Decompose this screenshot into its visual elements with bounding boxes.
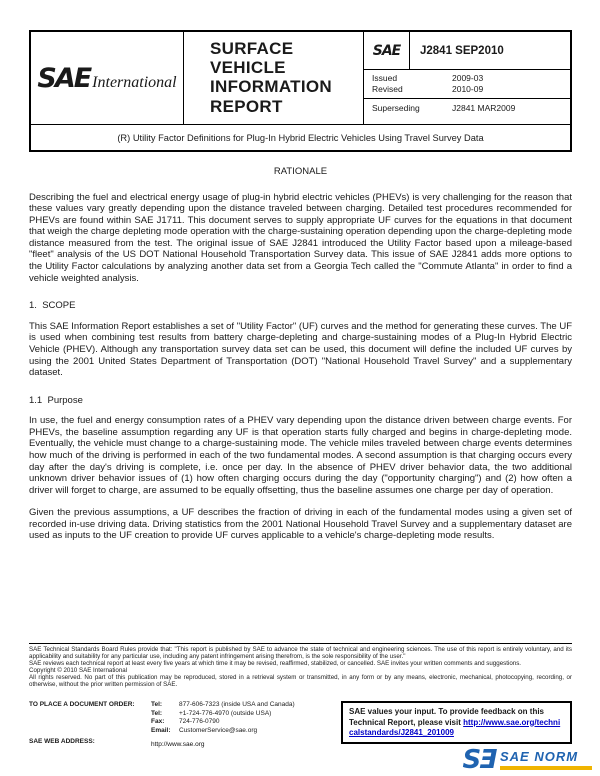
feedback-box — [341, 701, 572, 744]
feedback-text: SAE values your input. To provide feedback on this Technical Report, please visit — [349, 707, 544, 727]
superseding-value: J2841 MAR2009 — [452, 103, 516, 113]
web-address-row — [151, 741, 341, 748]
contact-row — [151, 710, 341, 717]
fax-value: 724-776-0790 — [179, 718, 220, 725]
issued-row — [372, 73, 570, 84]
stamp-accent-bar — [500, 766, 592, 770]
purpose-heading: 1.1 Purpose — [29, 394, 83, 406]
issued-date: 2009-03 — [452, 73, 484, 83]
tel-label: Tel: — [151, 701, 163, 708]
sae-norm-logo-icon: SƎ — [462, 745, 495, 775]
revised-label: Revised — [372, 84, 403, 95]
scope-paragraph: This SAE Information Report establishes a set of "Utility Factor" (UF) curves and the method for generating these curves. The UF is used when combining test results from battery charge-depleting and charge-sustaining modes of a Plug-In Hybrid Electric Vehicle (PHEV). Although any transportation survey data set can be used, this document will define the included UF curves by using the 2001 United States Department of Transportation (DOT) "National Household Travel Survey" and a supplementary dataset. — [29, 320, 572, 379]
issued-revised-rows — [364, 70, 570, 99]
sae-norm-text: SAE NORM — [500, 749, 579, 765]
revised-date: 2010-09 — [452, 84, 484, 95]
rationale-heading: RATIONALE — [273, 166, 328, 177]
email-value: CustomerService@sae.org — [179, 726, 258, 734]
sae-international-logo — [31, 32, 183, 124]
contact-column — [151, 701, 341, 749]
superseding-row — [364, 99, 570, 124]
header — [29, 30, 572, 152]
document-title: (R) Utility Factor Definitions for Plug-In Hybrid Electric Vehicles Using Travel Survey Data — [31, 124, 570, 150]
email-label: Email: — [151, 726, 171, 734]
sae-logo-small: SAE — [364, 32, 410, 69]
purpose-paragraph-1: In use, the fuel and energy consumption rates of a PHEV vary depending upon the distance driven between charge events. For PHEVs, the baseline assumption regarding any UF is that operation starts fully charged and begins in charge-depleting mode. Eventually, the vehicle must change to a charge-sustaining mode. The vehicle miles traveled between charge events determines how much of the driving is performed in each of the two fundamental modes. A second assumption is that charging occurs every day after the day's driving is complete, i.e. once per day. In the absence of PHEV driver behavior data, the two additional unknown driver behavior issues of (1) how often charging occurs during the day ("opportunity charging") and (2) how often a driver will forget to charge, are assumed to be equally offsetting, thus the baseline assumes one charge per day of operation. — [29, 415, 572, 496]
document-number-row — [364, 32, 570, 70]
document-number: J2841 SEP2010 — [420, 44, 504, 57]
legal-line: Copyright © 2010 SAE International — [29, 666, 128, 674]
sae-web-url-link[interactable]: http://www.sae.org — [151, 740, 205, 748]
revised-row — [372, 84, 570, 95]
rationale-paragraph: Describing the fuel and electrical energy usage of plug-in hybrid electric vehicles (PHEVs) is very challenging for the reason that these values vary greatly depending upon the distance traveled between charging. Detailed test procedures recommended for PHEVs are found within SAE J1711. This document serves to supply appropriate UF curves for the equations in that document that weigh the charge depleting mode operation with the charge-sustaining operation depending upon the charge-depleting mode distance measured from the test. The original issue of SAE J2841 introduced the Utility Factor based upon a mileage-based "fleet" analysis of the US DOT National Household Transportation Survey data. This issue of SAE J2841 adds more options to the Utility Factor calculations by analyzing another data set from a Georgia Tech called the "Commute Atlanta" in order to find a vehicle weighted analysis. — [29, 191, 572, 284]
header-top-row — [31, 32, 570, 124]
legal-line: SAE Technical Standards Board Rules provide that: "This report is published by SAE to advance the state of technical and engineering sciences. The use of this report is entirely voluntary, and its applicability and suitability for any particular use, including any patent infringement arising therefrom, is the sole responsibility of the user." — [29, 646, 572, 660]
contact-row — [151, 718, 341, 725]
tel-label: Tel: — [151, 709, 163, 717]
scope-heading: 1. SCOPE — [29, 300, 76, 312]
footer-order — [29, 701, 572, 749]
sae-logo-international-text: International — [92, 73, 177, 91]
document-type-cell — [183, 32, 363, 124]
document-body — [29, 166, 572, 553]
tel-value: +1-724-776-4970 (outside USA) — [179, 709, 272, 717]
document-type-title: SURFACE VEHICLE INFORMATION REPORT — [210, 39, 332, 116]
tel-value: 877-606-7323 (inside USA and Canada) — [179, 701, 295, 708]
feedback-link[interactable]: http://www.sae.org/technicalstandards/J2841_201009 — [349, 717, 561, 738]
sae-logo-text: SAE — [37, 62, 91, 94]
document-meta-cell — [363, 32, 570, 124]
footer-legal — [29, 643, 572, 689]
contact-row — [151, 727, 341, 734]
fax-label: Fax: — [151, 718, 165, 725]
legal-line: SAE reviews each technical report at least every five years at which time it may be revised, reaffirmed, stabilized, or cancelled. SAE invites your written comments and suggestions. — [29, 659, 522, 667]
contact-row — [151, 701, 341, 708]
superseding-label: Superseding — [372, 103, 420, 113]
sae-norm-stamp — [463, 747, 593, 773]
legal-line: All rights reserved. No part of this publication may be reproduced, stored in a retrieval system or transmitted, in any form or by any means, electronic, mechanical, photocopying, recording, or otherwise, without the prior written permission of SAE. — [29, 673, 572, 688]
sae-norm-stamp-text-block — [500, 750, 592, 769]
issued-label: Issued — [372, 73, 398, 83]
sae-logo — [37, 63, 176, 94]
purpose-paragraph-2: Given the previous assumptions, a UF describes the fraction of driving in each of the fundamental modes using a given set of recorded in-use driving data. Driving statistics from the 2001 National Household Travel Survey and a supplementary dataset are used as inputs to the UF creation to provide UF curves applicable to a vehicle's charge-depleting mode results. — [29, 507, 572, 542]
order-labels-column — [29, 701, 151, 749]
document-order-label: TO PLACE A DOCUMENT ORDER: — [29, 701, 135, 708]
web-address-label: SAE WEB ADDRESS: — [29, 738, 95, 745]
